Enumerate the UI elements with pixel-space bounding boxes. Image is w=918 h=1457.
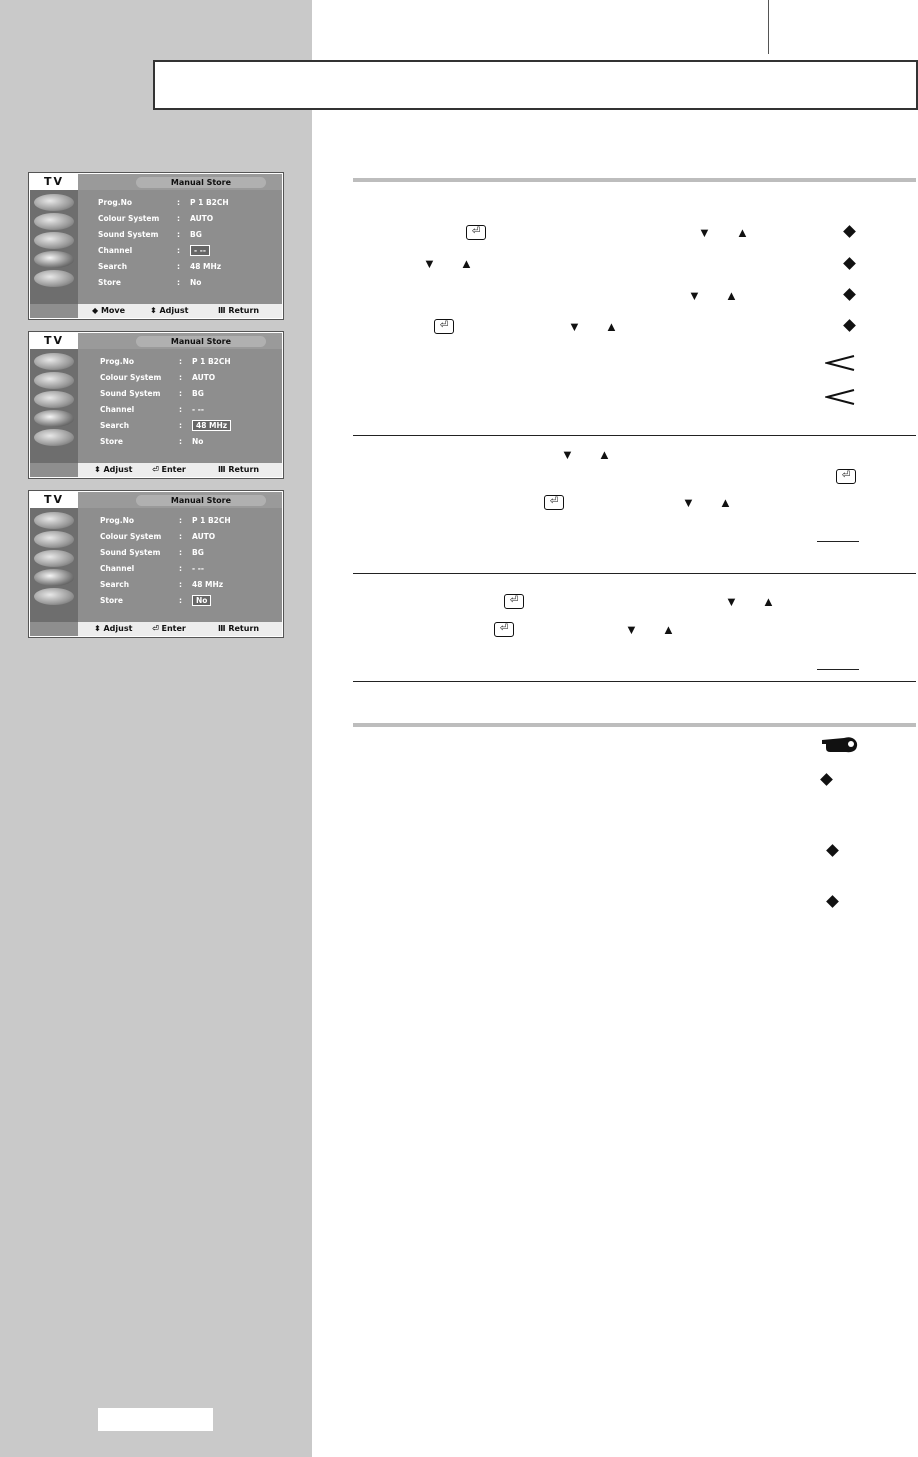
footer-adjust: ⬍ Adjust [94, 624, 133, 633]
channel-icon [34, 410, 74, 427]
enter-key-icon: ⏎ [504, 594, 524, 609]
divider-rule [353, 573, 916, 574]
row-value: No [192, 596, 211, 606]
row-label: Sound System [98, 230, 159, 239]
row-value: P 1 B2CH [190, 198, 229, 207]
crop-mark [768, 0, 769, 54]
diamond-bullet-icon [843, 319, 856, 332]
down-triangle-icon: ▼ [688, 288, 701, 303]
diamond-bullet-icon [820, 773, 833, 786]
row-label: Prog.No [98, 198, 132, 207]
footer-return: Ⅲ Return [218, 624, 260, 633]
osd-tv-label: TV [30, 492, 78, 508]
osd-icon-column [30, 190, 78, 304]
sound-icon [34, 391, 74, 408]
underline-mark [817, 541, 859, 542]
row-label: Sound System [100, 548, 161, 557]
osd-icon-column [30, 508, 78, 622]
picture-icon [34, 213, 74, 230]
enter-key-icon: ⏎ [544, 495, 564, 510]
osd-footer [78, 622, 282, 636]
footer-enter: ⏎ Enter [152, 624, 186, 633]
arrow-note-icon [825, 354, 855, 372]
diamond-bullet-icon [843, 225, 856, 238]
row-label: Store [100, 596, 123, 605]
down-triangle-icon: ▼ [625, 622, 638, 637]
section-rule-top [353, 178, 916, 182]
up-triangle-icon: ▲ [762, 594, 775, 609]
row-label: Channel [100, 405, 135, 414]
footer-enter: ⏎ Enter [152, 465, 186, 474]
row-value: 48 MHz [192, 421, 231, 431]
row-label: Search [100, 580, 130, 589]
section-rule-notes [353, 723, 916, 727]
row-label: Channel [98, 246, 133, 255]
footer-return: Ⅲ Return [218, 465, 260, 474]
footer-adjust: ⬍ Adjust [94, 465, 133, 474]
down-triangle-icon: ▼ [423, 256, 436, 271]
row-label: Store [98, 278, 121, 287]
osd-icon-column [30, 349, 78, 463]
antenna-icon [34, 512, 74, 529]
row-label: Search [98, 262, 128, 271]
down-triangle-icon: ▼ [561, 447, 574, 462]
setup-icon [34, 588, 74, 605]
enter-key-icon: ⏎ [494, 622, 514, 637]
divider-rule [353, 435, 916, 436]
row-label: Sound System [100, 389, 161, 398]
page-title-box [153, 60, 918, 110]
row-value: No [190, 278, 202, 287]
row-value: - -- [192, 564, 204, 573]
footer-return: Ⅲ Return [218, 306, 260, 315]
footer-adjust: ⬍ Adjust [150, 306, 189, 315]
row-label: Store [100, 437, 123, 446]
row-value: P 1 B2CH [192, 357, 231, 366]
up-triangle-icon: ▲ [719, 495, 732, 510]
antenna-icon [34, 194, 74, 211]
enter-key-icon: ⏎ [434, 319, 454, 334]
picture-icon [34, 531, 74, 548]
osd-screen-search: TV Manual Store Prog.No : P 1 B2CH Colour System : AUTO Sound System : BG Channel : - -- Search : 48 MHz Store : No ⬍ Adjust ⏎ Enter Ⅲ Return [29, 332, 283, 478]
up-triangle-icon: ▲ [736, 225, 749, 240]
row-value: No [192, 437, 204, 446]
down-triangle-icon: ▼ [568, 319, 581, 334]
setup-icon [34, 429, 74, 446]
channel-icon [34, 251, 74, 268]
picture-icon [34, 372, 74, 389]
arrow-note-icon [825, 388, 855, 406]
row-value: P 1 B2CH [192, 516, 231, 525]
up-triangle-icon: ▲ [598, 447, 611, 462]
osd-tv-label: TV [30, 333, 78, 349]
row-label: Prog.No [100, 357, 134, 366]
divider-rule [353, 681, 916, 682]
row-value: 48 MHz [192, 580, 224, 589]
row-label: Prog.No [100, 516, 134, 525]
row-label: Channel [100, 564, 135, 573]
down-triangle-icon: ▼ [682, 495, 695, 510]
osd-tv-label: TV [30, 174, 78, 190]
setup-icon [34, 270, 74, 287]
osd-footer [78, 463, 282, 477]
down-triangle-icon: ▼ [698, 225, 711, 240]
row-value: - -- [190, 246, 210, 256]
row-value: BG [192, 389, 204, 398]
up-triangle-icon: ▲ [460, 256, 473, 271]
row-value: AUTO [190, 214, 214, 223]
sound-icon [34, 232, 74, 249]
up-triangle-icon: ▲ [605, 319, 618, 334]
row-value: - -- [192, 405, 204, 414]
osd-screen-store: TV Manual Store Prog.No : P 1 B2CH Colour System : AUTO Sound System : BG Channel : - -- Search : 48 MHz Store : No ⬍ Adjust ⏎ Enter Ⅲ Return [29, 491, 283, 637]
pointing-hand-icon [820, 734, 860, 754]
row-label: Colour System [100, 373, 162, 382]
sound-icon [34, 550, 74, 567]
footer-move: ◆ Move [92, 306, 126, 315]
osd-title: Manual Store [136, 336, 266, 347]
row-value: BG [192, 548, 204, 557]
enter-key-icon: ⏎ [836, 469, 856, 484]
osd-screen-move: TV Manual Store Prog.No : P 1 B2CH Colour System : AUTO Sound System : BG Channel : - -- Search : 48 MHz Store : No ◆ Move ⬍ Adjust Ⅲ Return [29, 173, 283, 319]
enter-key-icon: ⏎ [466, 225, 486, 240]
row-label: Search [100, 421, 130, 430]
antenna-icon [34, 353, 74, 370]
row-value: AUTO [192, 532, 216, 541]
osd-footer [78, 304, 282, 318]
down-triangle-icon: ▼ [725, 594, 738, 609]
row-value: 48 MHz [190, 262, 222, 271]
row-label: Colour System [98, 214, 160, 223]
row-value: BG [190, 230, 202, 239]
row-label: Colour System [100, 532, 162, 541]
osd-title: Manual Store [136, 495, 266, 506]
up-triangle-icon: ▲ [725, 288, 738, 303]
channel-icon [34, 569, 74, 586]
up-triangle-icon: ▲ [662, 622, 675, 637]
diamond-bullet-icon [843, 288, 856, 301]
page-number-box [98, 1408, 213, 1431]
row-value: AUTO [192, 373, 216, 382]
underline-mark [817, 669, 859, 670]
osd-title: Manual Store [136, 177, 266, 188]
diamond-bullet-icon [843, 257, 856, 270]
diamond-bullet-icon [826, 844, 839, 857]
diamond-bullet-icon [826, 895, 839, 908]
